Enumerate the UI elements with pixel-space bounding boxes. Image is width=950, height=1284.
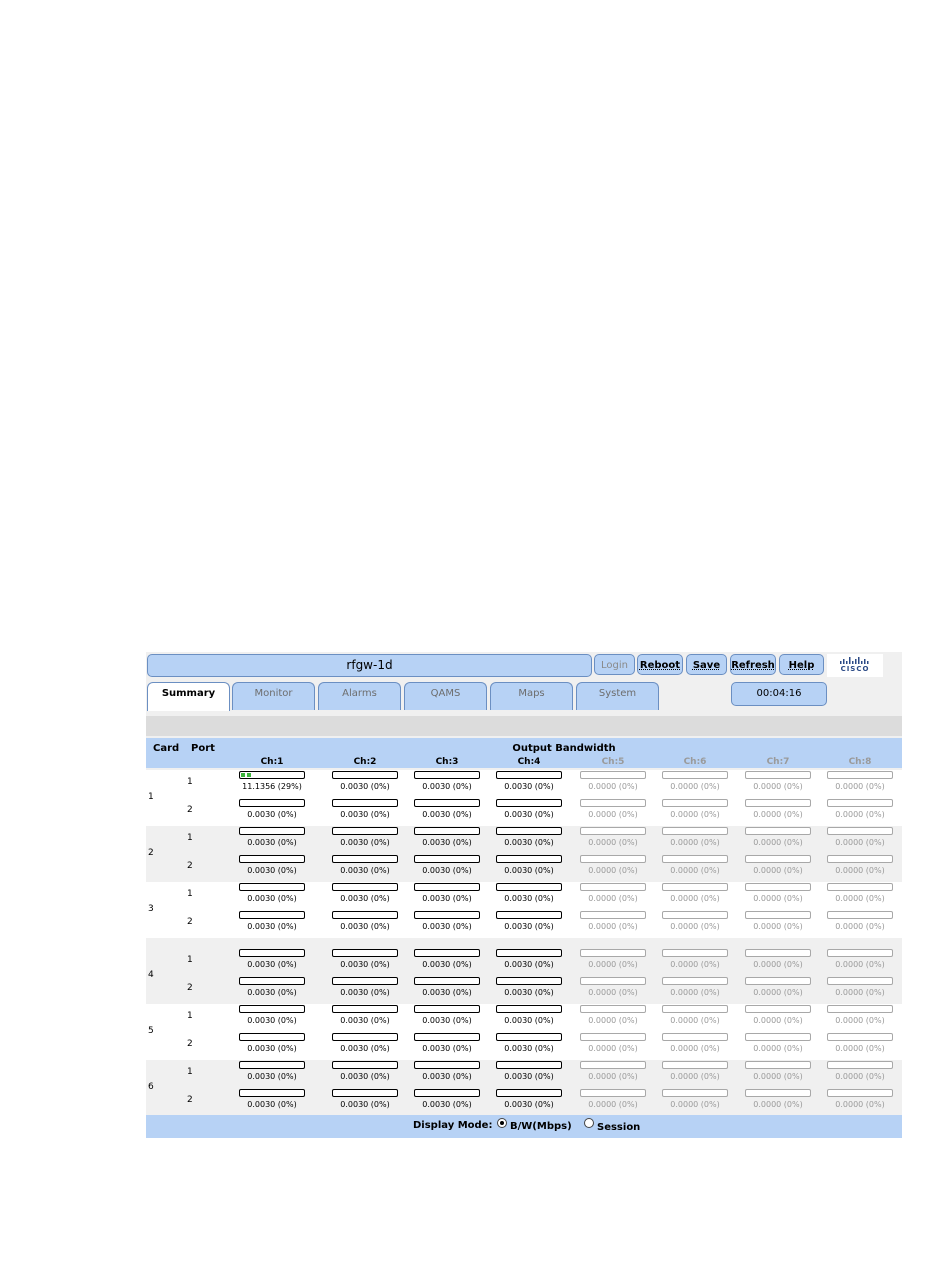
bandwidth-bar [332,1005,398,1013]
channel-header-7: Ch:7 [766,757,790,767]
bandwidth-value: 0.0030 (0%) [247,988,297,997]
bandwidth-value: 0.0000 (0%) [670,1100,720,1109]
bandwidth-value: 0.0000 (0%) [588,1072,638,1081]
bandwidth-value: 0.0000 (0%) [588,866,638,875]
bandwidth-value: 0.0000 (0%) [588,838,638,847]
bandwidth-bar [580,883,646,891]
bandwidth-bar [662,799,728,807]
bandwidth-bar [827,977,893,985]
bandwidth-bar [414,827,480,835]
bandwidth-bar [414,977,480,985]
bandwidth-value: 0.0030 (0%) [247,1072,297,1081]
help-button-label: Help [788,660,815,671]
bandwidth-value: 0.0030 (0%) [504,782,554,791]
bandwidth-value: 0.0000 (0%) [588,960,638,969]
bandwidth-bar [332,799,398,807]
bandwidth-bar [239,827,305,835]
bandwidth-value: 0.0030 (0%) [340,894,390,903]
bandwidth-bar [827,827,893,835]
bandwidth-bar [745,1033,811,1041]
bandwidth-bar [239,911,305,919]
bandwidth-value: 0.0000 (0%) [753,782,803,791]
bandwidth-value: 0.0000 (0%) [835,1016,885,1025]
bandwidth-value: 0.0030 (0%) [422,810,472,819]
bandwidth-value: 0.0000 (0%) [588,922,638,931]
bandwidth-value: 0.0000 (0%) [835,1072,885,1081]
bandwidth-value: 0.0000 (0%) [753,1072,803,1081]
bandwidth-bar [580,1061,646,1069]
bandwidth-value: 0.0030 (0%) [422,1044,472,1053]
port-number: 1 [187,1067,193,1077]
bandwidth-value: 0.0000 (0%) [753,866,803,875]
bandwidth-bar [745,911,811,919]
bandwidth-bar [332,827,398,835]
bandwidth-value: 0.0030 (0%) [340,988,390,997]
bandwidth-bar [662,1033,728,1041]
bandwidth-value: 0.0030 (0%) [340,866,390,875]
bandwidth-value: 0.0030 (0%) [504,810,554,819]
bandwidth-bar [332,1061,398,1069]
card-number: 3 [148,904,154,914]
bandwidth-value: 0.0000 (0%) [670,1016,720,1025]
bandwidth-bar [827,1061,893,1069]
bandwidth-value: 0.0000 (0%) [670,866,720,875]
bandwidth-value: 0.0030 (0%) [340,782,390,791]
bandwidth-value: 0.0000 (0%) [588,988,638,997]
bandwidth-value: 0.0030 (0%) [504,988,554,997]
bandwidth-value: 0.0000 (0%) [588,810,638,819]
bandwidth-value: 0.0030 (0%) [422,866,472,875]
bandwidth-value: 0.0000 (0%) [670,988,720,997]
bandwidth-value: 0.0030 (0%) [422,838,472,847]
channel-header-8: Ch:8 [848,757,872,767]
bandwidth-value: 0.0030 (0%) [504,922,554,931]
bandwidth-bar [580,799,646,807]
bandwidth-bar [662,949,728,957]
bandwidth-bar [827,911,893,919]
card-column-header: Card [153,743,180,754]
bandwidth-bar [580,1089,646,1097]
tab-system[interactable]: System [576,682,659,710]
bandwidth-bar [745,949,811,957]
cisco-logo-icon [839,657,871,665]
bandwidth-value: 0.0000 (0%) [753,960,803,969]
bandwidth-value: 0.0000 (0%) [753,988,803,997]
channel-header-6: Ch:6 [683,757,707,767]
bandwidth-value: 0.0000 (0%) [753,1100,803,1109]
bandwidth-value: 0.0000 (0%) [588,894,638,903]
bandwidth-bar [662,911,728,919]
bandwidth-bar [239,977,305,985]
bandwidth-bar [745,855,811,863]
bandwidth-bar [662,1005,728,1013]
bandwidth-bar [827,1089,893,1097]
bandwidth-value: 0.0000 (0%) [753,838,803,847]
bandwidth-bar [414,1061,480,1069]
bandwidth-value: 0.0030 (0%) [340,1072,390,1081]
bandwidth-bar [414,883,480,891]
save-button[interactable] [686,654,727,675]
bandwidth-value: 0.0000 (0%) [835,922,885,931]
bandwidth-value: 0.0030 (0%) [340,1100,390,1109]
help-button[interactable] [779,654,824,675]
rf-gateway-app [146,652,902,1138]
bandwidth-bar [414,911,480,919]
bandwidth-value: 0.0030 (0%) [504,866,554,875]
bandwidth-bar [332,771,398,779]
card-number: 4 [148,970,154,980]
display-mode-label: Display Mode: [413,1120,493,1131]
bandwidth-bar [745,771,811,779]
reboot-button[interactable] [637,654,683,675]
bandwidth-value: 0.0000 (0%) [753,1044,803,1053]
bandwidth-bar [580,949,646,957]
bandwidth-bar [414,799,480,807]
bandwidth-bar [414,949,480,957]
card-number: 5 [148,1026,154,1036]
bandwidth-bar [239,883,305,891]
bandwidth-value: 0.0000 (0%) [588,782,638,791]
bandwidth-value: 0.0030 (0%) [247,838,297,847]
bandwidth-value: 0.0000 (0%) [835,810,885,819]
bandwidth-value: 0.0000 (0%) [835,894,885,903]
port-number: 1 [187,889,193,899]
channel-header-4: Ch:4 [517,757,541,767]
bandwidth-value: 0.0000 (0%) [753,922,803,931]
bandwidth-bar [239,1033,305,1041]
bandwidth-bar [496,883,562,891]
bandwidth-bar [827,1033,893,1041]
bandwidth-bar [745,1089,811,1097]
bandwidth-bar [580,827,646,835]
bandwidth-bar [827,799,893,807]
bandwidth-bar [414,771,480,779]
save-button-label: Save [692,660,721,671]
bandwidth-value: 0.0030 (0%) [422,1016,472,1025]
port-number: 2 [187,805,193,815]
content-divider [146,716,902,736]
port-column-header: Port [191,743,215,754]
bandwidth-value: 0.0030 (0%) [340,1016,390,1025]
reboot-button-label: Reboot [639,660,681,671]
bandwidth-value: 0.0000 (0%) [670,810,720,819]
bandwidth-bar [496,771,562,779]
bandwidth-bar [827,855,893,863]
bandwidth-bar [332,977,398,985]
bandwidth-value: 0.0030 (0%) [247,866,297,875]
login-button[interactable] [594,654,635,675]
bandwidth-value: 0.0030 (0%) [422,1072,472,1081]
bandwidth-value: 0.0030 (0%) [504,1044,554,1053]
bandwidth-value: 0.0030 (0%) [247,894,297,903]
bandwidth-value: 0.0000 (0%) [670,838,720,847]
login-button-label: Login [601,660,628,671]
channel-header-3: Ch:3 [435,757,459,767]
bw-mbps-radio[interactable] [497,1118,507,1128]
bandwidth-bar [745,1005,811,1013]
bandwidth-bar [496,855,562,863]
bandwidth-value: 0.0000 (0%) [670,894,720,903]
card-number: 6 [148,1082,154,1092]
bandwidth-value: 0.0000 (0%) [670,960,720,969]
bandwidth-value: 0.0030 (0%) [340,960,390,969]
bandwidth-value: 0.0030 (0%) [247,1100,297,1109]
bandwidth-bar [496,827,562,835]
bandwidth-bar [496,799,562,807]
bandwidth-bar [332,883,398,891]
bandwidth-bar [580,977,646,985]
bandwidth-bar [239,1061,305,1069]
bandwidth-value: 0.0000 (0%) [753,810,803,819]
session-radio[interactable] [584,1118,594,1128]
refresh-button-label: Refresh [731,660,775,671]
bw-mbps-label[interactable]: B/W(Mbps) [510,1121,572,1132]
bandwidth-bar [239,1005,305,1013]
bandwidth-value: 0.0000 (0%) [670,782,720,791]
port-number: 1 [187,1011,193,1021]
bandwidth-bar [496,977,562,985]
port-number: 2 [187,861,193,871]
card-number: 2 [148,848,154,858]
bandwidth-bar [332,911,398,919]
bandwidth-bar [496,1089,562,1097]
bandwidth-bar [414,855,480,863]
bandwidth-bar [580,855,646,863]
bandwidth-bar [239,1089,305,1097]
bandwidth-bar [414,1005,480,1013]
bandwidth-value: 0.0000 (0%) [835,1044,885,1053]
bandwidth-value: 0.0030 (0%) [247,810,297,819]
card-group [146,1060,902,1116]
port-number: 2 [187,1095,193,1105]
table-header [146,738,902,768]
card-group [146,948,902,1004]
bandwidth-bar [827,883,893,891]
bandwidth-value: 0.0030 (0%) [504,1100,554,1109]
bandwidth-bar [662,977,728,985]
tab-qams[interactable]: QAMS [404,682,487,710]
bandwidth-value: 0.0030 (0%) [422,1100,472,1109]
card-group [146,1004,902,1060]
bandwidth-bar [580,1005,646,1013]
output-bandwidth-header: Output Bandwidth [512,743,616,754]
port-number: 2 [187,983,193,993]
device-name-title: rfgw-1d [147,654,592,677]
bandwidth-value: 0.0000 (0%) [835,960,885,969]
bandwidth-value: 0.0000 (0%) [835,782,885,791]
bandwidth-value: 0.0000 (0%) [835,838,885,847]
cisco-logo [827,654,883,677]
bandwidth-bar [745,883,811,891]
bandwidth-value: 0.0030 (0%) [422,960,472,969]
bandwidth-value: 0.0000 (0%) [588,1100,638,1109]
cisco-logo-text: CISCO [840,665,870,673]
bandwidth-bar [662,827,728,835]
channel-header-1: Ch:1 [260,757,284,767]
bandwidth-bar [662,1061,728,1069]
bandwidth-value: 0.0030 (0%) [247,922,297,931]
card-group [146,826,902,882]
bandwidth-value: 0.0000 (0%) [670,1044,720,1053]
bandwidth-value: 0.0000 (0%) [588,1016,638,1025]
port-number: 2 [187,1039,193,1049]
tab-maps[interactable]: Maps [490,682,573,710]
tab-summary[interactable]: Summary [147,682,230,711]
port-number: 1 [187,833,193,843]
card-number: 1 [148,792,154,802]
bandwidth-bar [827,949,893,957]
bandwidth-bar [827,771,893,779]
bandwidth-bar [745,977,811,985]
bandwidth-bar [496,1005,562,1013]
bandwidth-value: 0.0000 (0%) [835,1100,885,1109]
bandwidth-bar [827,1005,893,1013]
channel-header-5: Ch:5 [601,757,625,767]
bandwidth-bar [332,949,398,957]
bandwidth-bar [239,949,305,957]
refresh-button[interactable] [730,654,776,675]
bandwidth-value: 0.0000 (0%) [835,988,885,997]
bandwidth-value: 0.0030 (0%) [340,922,390,931]
bandwidth-bar [580,771,646,779]
bandwidth-bar [662,883,728,891]
port-number: 1 [187,955,193,965]
port-number: 2 [187,917,193,927]
bandwidth-bar [414,1089,480,1097]
bandwidth-value: 0.0000 (0%) [753,894,803,903]
bandwidth-bar [496,911,562,919]
session-label[interactable]: Session [597,1122,641,1133]
bandwidth-bar-fill [241,773,251,777]
bandwidth-value: 0.0000 (0%) [670,1072,720,1081]
bandwidth-value: 0.0030 (0%) [247,960,297,969]
tab-alarms[interactable]: Alarms [318,682,401,710]
bandwidth-bar [745,799,811,807]
bandwidth-bar [580,1033,646,1041]
bandwidth-value: 0.0030 (0%) [340,810,390,819]
card-group [146,770,902,826]
bandwidth-bar [239,855,305,863]
bandwidth-bar [745,1061,811,1069]
display-mode-bar [146,1115,902,1138]
bandwidth-value: 0.0030 (0%) [422,922,472,931]
bandwidth-value: 0.0030 (0%) [340,1044,390,1053]
bandwidth-bar [496,949,562,957]
bandwidth-value: 0.0030 (0%) [247,1044,297,1053]
bandwidth-value: 0.0030 (0%) [504,1016,554,1025]
bandwidth-value: 0.0030 (0%) [422,894,472,903]
bandwidth-value: 11.1356 (29%) [242,782,302,791]
bandwidth-bar [239,771,305,779]
card-group [146,882,902,938]
bandwidth-bar [580,911,646,919]
bandwidth-value: 0.0030 (0%) [504,838,554,847]
bandwidth-value: 0.0000 (0%) [670,922,720,931]
bandwidth-value: 0.0030 (0%) [422,988,472,997]
port-number: 1 [187,777,193,787]
bandwidth-bar [239,799,305,807]
bandwidth-bar [662,855,728,863]
uptime-clock: 00:04:16 [731,682,827,706]
bandwidth-bar [745,827,811,835]
bandwidth-value: 0.0030 (0%) [504,1072,554,1081]
channel-header-2: Ch:2 [353,757,377,767]
bandwidth-bar [662,1089,728,1097]
bandwidth-bar [332,1033,398,1041]
bandwidth-value: 0.0000 (0%) [588,1044,638,1053]
bandwidth-value: 0.0000 (0%) [835,866,885,875]
bandwidth-bar [414,1033,480,1041]
bandwidth-bar [496,1033,562,1041]
bandwidth-value: 0.0030 (0%) [504,960,554,969]
bandwidth-value: 0.0030 (0%) [422,782,472,791]
bandwidth-value: 0.0030 (0%) [340,838,390,847]
bandwidth-bar [332,855,398,863]
bandwidth-bar [496,1061,562,1069]
bandwidth-bar [662,771,728,779]
bandwidth-value: 0.0030 (0%) [247,1016,297,1025]
bandwidth-value: 0.0030 (0%) [504,894,554,903]
bandwidth-bar [332,1089,398,1097]
bandwidth-value: 0.0000 (0%) [753,1016,803,1025]
tab-monitor[interactable]: Monitor [232,682,315,710]
